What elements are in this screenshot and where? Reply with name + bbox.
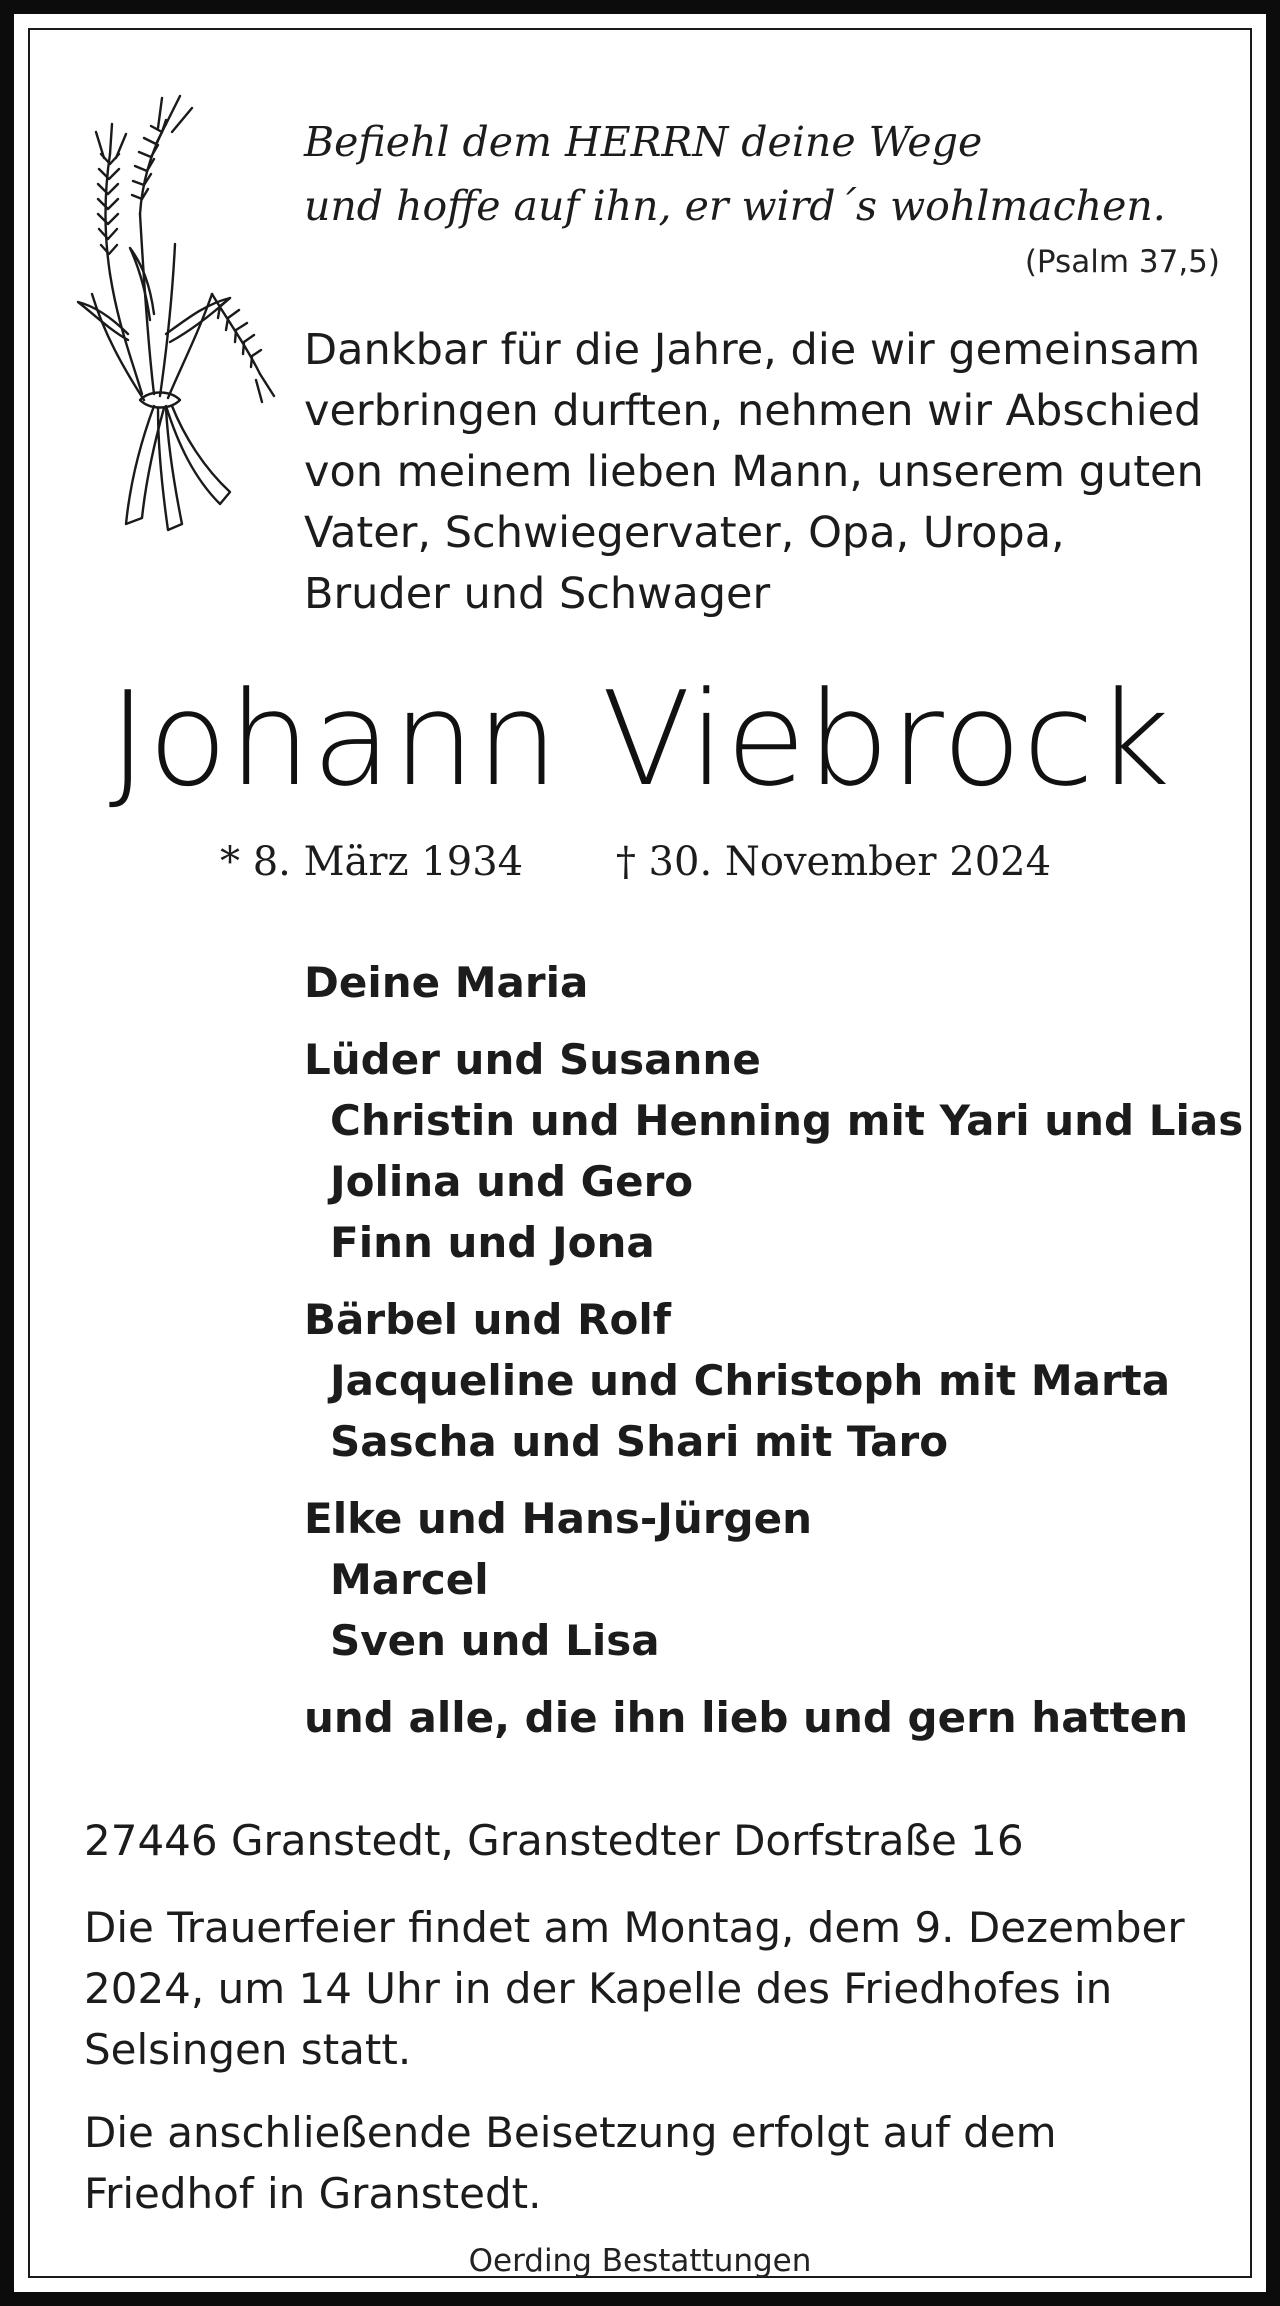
family-member: Sven und Lisa [330, 1616, 660, 1665]
service-line: Selsingen statt. [84, 2025, 412, 2074]
service-line: 2024, um 14 Uhr in der Kapelle des Friedhofes in [84, 1964, 1113, 2013]
intro-line: Vater, Schwiegervater, Opa, Uropa, [304, 508, 1065, 558]
bible-verse [304, 110, 1224, 238]
family-member: Sascha und Shari mit Taro [330, 1417, 949, 1466]
burial-line: Die anschließende Beisetzung erfolgt auf dem [84, 2108, 1057, 2157]
burial-info [84, 2102, 1234, 2224]
verse-reference: (Psalm 37,5) [1024, 244, 1220, 280]
intro-text [304, 320, 1234, 625]
family-group-head: Elke und Hans-Jürgen [304, 1494, 812, 1543]
obituary-notice [14, 14, 1266, 2292]
family-member: Marcel [330, 1555, 489, 1604]
wheat-ear-2 [132, 96, 192, 214]
family-member: Jolina und Gero [330, 1157, 694, 1206]
family-group-head: Lüder und Susanne [304, 1035, 761, 1084]
family-member: Christin und Henning mit Yari und Lias [330, 1096, 1244, 1145]
intro-line: von meinem lieben Mann, unserem guten [304, 447, 1204, 497]
wheat-ear-1 [96, 124, 126, 274]
family-member: Jacqueline und Christoph mit Marta [330, 1356, 1171, 1405]
death-date: † 30. November 2024 [615, 839, 1052, 885]
wheat-leaves [78, 248, 230, 342]
family-group [304, 1029, 1244, 1273]
ribbon-bow [126, 393, 230, 531]
deceased-name: Johann Viebrock [108, 663, 1172, 815]
wheat-ear-3 [212, 294, 274, 402]
family-wife: Deine Maria [304, 958, 589, 1007]
intro-line: verbringen durften, nehmen wir Abschied [304, 386, 1202, 436]
undertaker-credit: Oerding Bestattungen [468, 2243, 812, 2279]
family-list [304, 952, 1244, 1764]
intro-line: Dankbar für die Jahre, die wir gemeinsam [304, 325, 1201, 375]
family-group [304, 952, 1234, 1013]
family-group [304, 1687, 1234, 1748]
address: 27446 Granstedt, Granstedter Dorfstraße 16 [84, 1816, 1024, 1865]
service-line: Die Trauerfeier findet am Montag, dem 9. Dezember [84, 1903, 1185, 1952]
burial-line: Friedhof in Granstedt. [84, 2169, 542, 2218]
family-group [304, 1289, 1234, 1472]
family-group-head: Bärbel und Rolf [304, 1295, 671, 1344]
birth-date: * 8. März 1934 [220, 839, 524, 885]
life-dates [220, 839, 1100, 885]
family-closing: und alle, die ihn lieb und gern hatten [304, 1693, 1189, 1742]
wheat-sheaf-icon [70, 84, 280, 534]
verse-line-1: Befiehl dem HERRN deine Wege [304, 118, 983, 166]
intro-line: Bruder und Schwager [304, 569, 771, 619]
family-group [304, 1488, 1234, 1671]
family-member: Finn und Jona [330, 1218, 655, 1267]
funeral-service-info [84, 1897, 1234, 2080]
verse-line-2: und hoffe auf ihn, er wird´s wohlmachen. [304, 182, 1166, 230]
